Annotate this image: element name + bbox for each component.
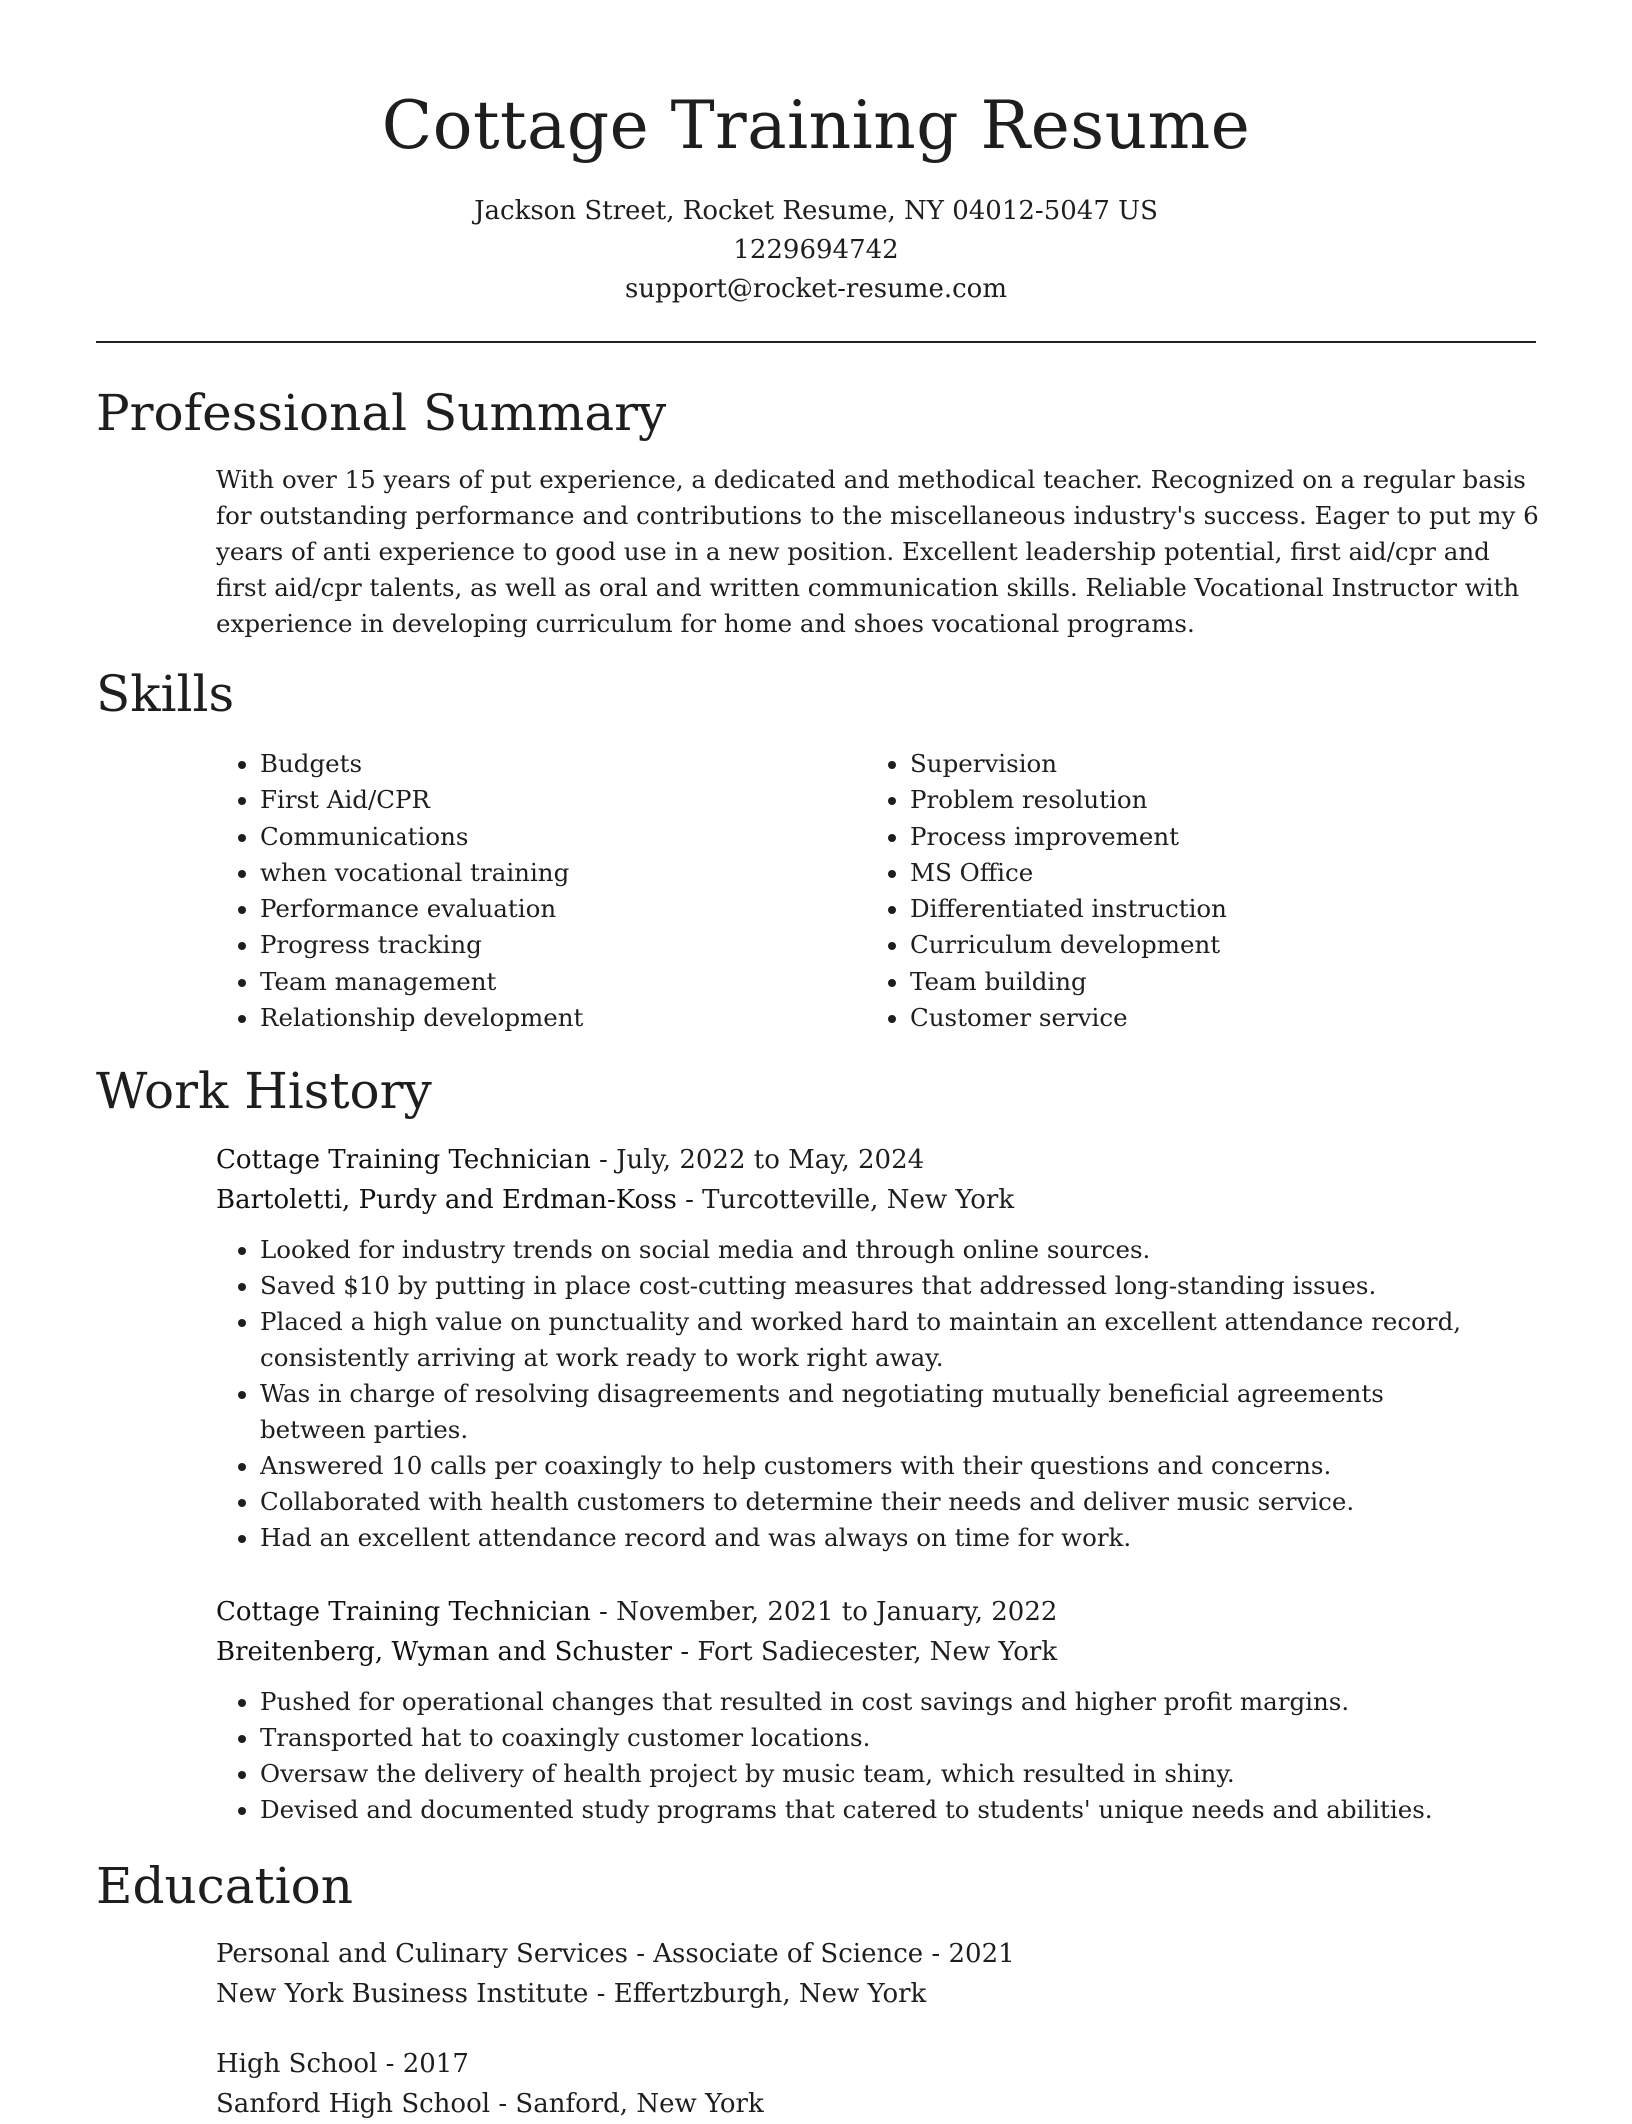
skill-item: • Team building	[910, 964, 1516, 1000]
skill-item: • Communications	[260, 819, 866, 855]
skill-item: • Supervision	[910, 746, 1516, 782]
skills-list	[216, 746, 1536, 1036]
skill-item: • Problem resolution	[910, 782, 1516, 818]
job-title-line	[216, 1592, 1536, 1632]
skill-item: • Relationship development	[260, 1000, 866, 1036]
separator: -	[923, 1939, 949, 1969]
summary-text: With over 15 years of put experience, a dedicated and methodical teacher. Recognized on a regular basis for outstanding performance and contributions to the miscellaneous industry's success. Eager to put my 6 years of anti experience to good use in a new position. Excellent leadership potential, first aid/cpr and first aid/cpr talents, as well as oral and written communication skills. Reliable Vocational Instructor with experience in developing curriculum for home and shoes vocational programs.	[216, 465, 1539, 638]
job-bullet: • Looked for industry trends on social media and through online sources.	[260, 1232, 1470, 1268]
skill-item: • Process improvement	[910, 819, 1516, 855]
skill-item: • Budgets	[260, 746, 866, 782]
education-degree: Associate of Science	[653, 1939, 924, 1969]
job-bullet: • Saved $10 by putting in place cost-cutting measures that addressed long-standing issues.	[260, 1268, 1470, 1304]
education-school-line	[216, 2084, 1536, 2124]
skill-item: • when vocational training	[260, 855, 866, 891]
separator: -	[377, 2049, 403, 2079]
education-program: High School	[216, 2049, 378, 2079]
job-entry	[216, 1592, 1536, 1828]
job-company-line	[216, 1632, 1536, 1672]
job-bullet: • Placed a high value on punctuality and worked hard to maintain an excellent attendance record, consistently arriving at work ready to work right away.	[260, 1304, 1470, 1376]
job-dates: November, 2021 to January, 2022	[616, 1597, 1058, 1627]
job-bullet: • Had an excellent attendance record and was always on time for work.	[260, 1520, 1470, 1556]
separator: -	[588, 1979, 614, 2009]
job-bullet: • Transported hat to coaxingly customer locations.	[260, 1720, 1470, 1756]
job-dates: July, 2022 to May, 2024	[616, 1145, 925, 1175]
job-entry	[216, 1140, 1536, 1556]
skills-column-right	[866, 746, 1516, 1036]
header-divider	[96, 341, 1536, 343]
job-company: Bartoletti, Purdy and Erdman-Koss	[216, 1185, 677, 1215]
job-location: Turcotteville, New York	[702, 1185, 1015, 1215]
contact-block	[96, 192, 1536, 309]
skill-item: • Progress tracking	[260, 927, 866, 963]
job-bullets	[216, 1232, 1470, 1556]
job-company: Breitenberg, Wyman and Schuster	[216, 1637, 673, 1667]
education-program-line	[216, 2044, 1536, 2084]
education-entry	[216, 1934, 1536, 2014]
education-program-line	[216, 1934, 1536, 1974]
job-bullet: • Pushed for operational changes that resulted in cost savings and higher profit margins.	[260, 1684, 1470, 1720]
job-bullet: • Was in charge of resolving disagreements and negotiating mutually beneficial agreements between parties.	[260, 1376, 1470, 1448]
job-bullet: • Devised and documented study programs that catered to students' unique needs and abilities.	[260, 1792, 1470, 1828]
skill-item: • Curriculum development	[910, 927, 1516, 963]
job-company-line	[216, 1180, 1536, 1220]
education-program: Personal and Culinary Services	[216, 1939, 628, 1969]
job-location: Fort Sadiecester, New York	[697, 1637, 1058, 1667]
job-title: Cottage Training Technician	[216, 1597, 591, 1627]
education-school: Sanford High School	[216, 2089, 491, 2119]
job-bullet: • Answered 10 calls per coaxingly to help customers with their questions and concerns.	[260, 1448, 1470, 1484]
resume-title: Cottage Training Resume	[381, 87, 1251, 164]
skills-heading: Skills	[96, 665, 235, 723]
skill-item: • First Aid/CPR	[260, 782, 866, 818]
education-year: 2017	[402, 2049, 469, 2079]
education-year: 2021	[948, 1939, 1015, 1969]
education-location: Sanford, New York	[515, 2089, 764, 2119]
contact-phone: 1229694742	[733, 235, 899, 265]
skills-column-left	[216, 746, 866, 1036]
separator: -	[672, 1637, 698, 1667]
job-bullet: • Collaborated with health customers to determine their needs and deliver music service.	[260, 1484, 1470, 1520]
education-school-line	[216, 1974, 1536, 2014]
separator: -	[676, 1185, 703, 1215]
skill-item: • MS Office	[910, 855, 1516, 891]
work-heading: Work History	[96, 1062, 432, 1120]
summary-heading: Professional Summary	[96, 384, 667, 442]
separator: -	[490, 2089, 516, 2119]
skill-item: • Team management	[260, 964, 866, 1000]
job-bullet: • Oversaw the delivery of health project by music team, which resulted in shiny.	[260, 1756, 1470, 1792]
skill-item: • Differentiated instruction	[910, 891, 1516, 927]
education-entry	[216, 2044, 1536, 2124]
skill-item: • Customer service	[910, 1000, 1516, 1036]
job-title: Cottage Training Technician	[216, 1145, 591, 1175]
contact-address: Jackson Street, Rocket Resume, NY 04012-5047 US	[474, 196, 1158, 226]
education-heading: Education	[96, 1857, 353, 1915]
skill-item: • Performance evaluation	[260, 891, 866, 927]
job-title-line	[216, 1140, 1536, 1180]
education-location: Effertzburgh, New York	[613, 1979, 927, 2009]
separator: -	[590, 1597, 617, 1627]
contact-email: support@rocket-resume.com	[624, 274, 1007, 304]
separator: -	[627, 1939, 654, 1969]
job-bullets	[216, 1684, 1470, 1828]
education-school: New York Business Institute	[216, 1979, 589, 2009]
separator: -	[590, 1145, 617, 1175]
